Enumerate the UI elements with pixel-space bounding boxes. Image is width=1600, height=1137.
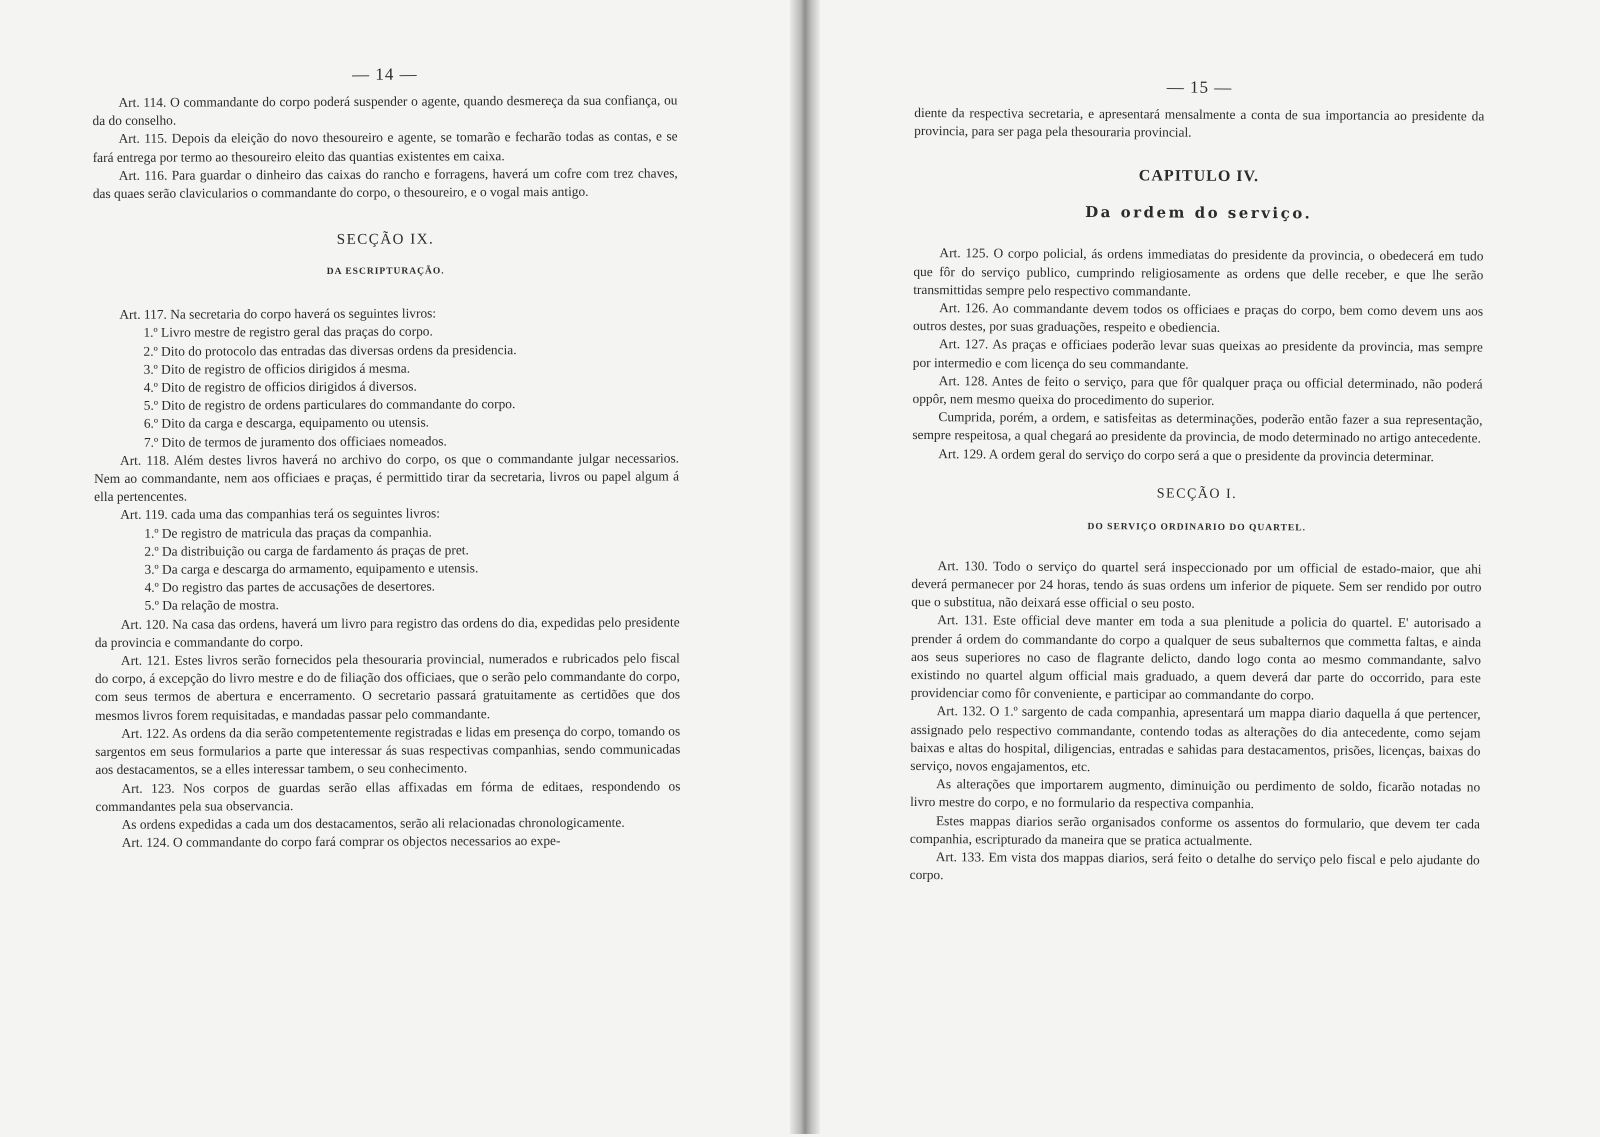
paragraph-art-130: Art. 130. Todo o serviço do quartel será inspeccionado por um official de estado-maior, que ahi deverá permanecer por 24 horas, tendo ás suas ordens um inferior de piquete. Sem ser rendido por outro que o substitua, não deixará esse official o seu posto. xyxy=(911,557,1482,611)
paragraph-art-132: Art. 132. O 1.º sargento de cada companhia, apresentará um mappa diario daquella á que pertencer, assignado pelo respectivo commandante, contendo todas as alterações do dia antecedente, como sejam baixas e altas do hospital, diligencias, entradas e sahidas para destacamentos, prisões, licenças, baixas do serviço, novos engajamentos, etc. xyxy=(910,703,1481,775)
page-number-left: — 14 — xyxy=(352,64,418,84)
section-title-ix: SECÇÃO IX. xyxy=(336,231,435,249)
paragraph-art-123: Art. 123. Nos corpos de guardas serão ellas affixadas em fórma de editaes, respondendo os commandantes pela sua observancia. xyxy=(95,777,681,814)
paragraph-art-125: Art. 125. O corpo policial, ás ordens immediatas do presidente da provincia, o obedecerá em tudo que fôr do serviço publico, cumprindo religiosamente as ordens que delle receber, e que lhe serão transmittidas sempre pelo respectivo commandante. xyxy=(913,245,1484,299)
list-item-art-117: 4.º Dito de registro de officios dirigidos á diversos. xyxy=(143,378,417,395)
paragraph-art-133: Art. 133. Em vista dos mappas diarios, será feito o detalhe do serviço pelo fiscal e pelo ajudante do corpo. xyxy=(909,849,1480,883)
section-title-i: SECÇÃO I. xyxy=(1156,486,1238,502)
paragraph-art-127: Art. 127. As praças e officiaes poderão levar suas queixas ao presidente da provincia, mas sempre por intermedio e com licença do seu commandante. xyxy=(912,336,1483,372)
list-item-art-117: 7.º Dito de termos de juramento dos officiaes nomeados. xyxy=(143,433,447,450)
list-item-art-117: 3.º Dito de registro de officios dirigidos á mesma. xyxy=(143,360,411,377)
list-item-art-117: 6.º Dito da carga e descarga, equipamento ou utensis. xyxy=(143,414,430,432)
list-item-art-119: 4.º Do registro das partes de accusações de desertores. xyxy=(144,578,436,596)
right-page xyxy=(908,0,1485,1137)
paragraph-art-116: Art. 116. Para guardar o dinheiro das caixas do rancho e forragens, haverá um cofre com trez chaves, das quaes serão clavicularios o commandante do corpo, o thesoureiro, e o vogal mais antigo. xyxy=(92,165,678,202)
list-item-art-117: 5.º Dito de registro de ordens particulares do commandante do corpo. xyxy=(143,396,516,414)
paragraph-art-117: Art. 117. Na secretaria do corpo haverá os seguintes livros: xyxy=(119,305,437,323)
paragraph-art-115: Art. 115. Depois da eleição do novo thesoureiro e agente, se tomarão e fecharão todas as contas, e se fará entrega por termo ao thesoureiro eleito das quantias existentes em caixa. xyxy=(92,128,678,165)
list-item-art-117: 1.º Livro mestre de registro geral das praças do corpo. xyxy=(143,323,433,341)
left-page xyxy=(92,0,682,1134)
paragraph-art-128-cont: Cumprida, porém, a ordem, e satisfeitas as determinações, poderão então fazer a sua representação, sempre respeitosa, a qual chegará ao presidente da provincia, de modo determinado no artigo antecedente. xyxy=(912,409,1483,446)
chapter-title-iv: CAPITULO IV. xyxy=(1138,167,1260,186)
paragraph-art-124: Art. 124. O commandante do corpo fará comprar os objectos necessarios ao expe- xyxy=(121,833,561,850)
paragraph-art-114: Art. 114. O commandante do corpo poderá suspender o agente, quando desmereça da sua confiança, ou da do conselho. xyxy=(92,92,678,129)
paragraph-art-126: Art. 126. Ao commandante devem todos os officiaes e praças do corpo, bem como devem uns aos outros destes, por suas graduações, respeito e obediencia. xyxy=(912,300,1484,336)
section-subtitle-escripturacao: DA ESCRIPTURAÇÃO. xyxy=(326,266,445,278)
list-item-art-119: 3.º Da carga e descarga do armamento, equipamento e utensis. xyxy=(144,560,479,577)
list-item-art-119: 5.º Da relação de mostra. xyxy=(144,597,279,614)
paragraph-art-122: Art. 122. As ordens da dia serão competentemente registradas e lidas em presença do corpo, tomando os sargentos em seus formularios a parte que interessar ás suas respectivas companhias, sendo communicadas aos destacamentos, se a elles interessar tambem, o seu conhecimento. xyxy=(95,723,681,778)
paragraph-art-118: Art. 118. Além destes livros haverá no archivo do corpo, os que o commandante julgar necessarios. Nem ao commandante, nem aos officiaes e praças, é permittido tirar da secretaria, livros ou papel algum á ella pertencentes. xyxy=(94,450,680,505)
chapter-subtitle: Da ordem do serviço. xyxy=(1085,203,1313,223)
list-item-art-119: 1.º De registro de matricula das praças da companhia. xyxy=(144,524,432,541)
paragraph-art-119: Art. 119. cada uma das companhias terá os seguintes livros: xyxy=(120,505,440,523)
list-item-art-119: 2.º Da distribuição ou carga de fardamento ás praças de pret. xyxy=(144,542,469,559)
paragraph-art-121: Art. 121. Estes livros serão fornecidos pela thesouraria provincial, numerados e rubricados pelo fiscal do corpo, á excepção do livro mestre e do de filiação dos officiaes, que o serão pelo commandante do corpo, com seus termos de abertura e encerramento. O secretario passará gratuitamente as certidões que dos mesmos livros forem requisitadas, e mandadas passar pelo commandante. xyxy=(94,650,681,723)
section-subtitle-servico: DO SERVIÇO ORDINARIO DO QUARTEL. xyxy=(1087,521,1307,534)
paragraph-art-120: Art. 120. Na casa das ordens, haverá um livro para registro das ordens do dia, expedidas pelo presidente da provincia e commandante do corpo. xyxy=(94,614,680,650)
book-gutter xyxy=(790,0,820,1134)
paragraph-art-131: Art. 131. Este official deve manter em toda a sua plenitude a policia do quartel. E' autorisado a prender á ordem do commandante do corpo a qualquer de seus subalternos que commetta faltas, e ainda aos seus superiores no caso de flagrante delicto, dando logo conta ao mesmo commandante, salvo existindo no quartel algum official mais graduado, a quem deverá dar parte do occorrido, para este providenciar como fôr conveniente, e participar ao commandante do corpo. xyxy=(910,612,1482,703)
paragraph-art-132-alteracoes: As alterações que importarem augmento, diminuição ou perdimento de soldo, ficarão notadas no livro mestre do corpo, e no formulario da respectiva companhia. xyxy=(910,776,1481,812)
paragraph-art-124-cont: diente da respectiva secretaria, e apresentará mensalmente a conta de sua importancia ao presidente da provincia, para ser paga pela thesouraria provincial. xyxy=(914,104,1485,140)
paragraph-art-123-cont: As ordens expedidas a cada um dos destacamentos, serão ali relacionadas chronologicamente. xyxy=(121,814,625,832)
paragraph-art-128: Art. 128. Antes de feito o serviço, para que fôr qualquer praça ou official determinado, não poderá oppôr, nem mesmo queixa do procedimento do superior. xyxy=(912,372,1483,408)
paragraph-art-129: Art. 129. A ordem geral do serviço do corpo será a que o presidente da provincia determinar. xyxy=(938,445,1434,464)
page-number-right: — 15 — xyxy=(1166,77,1233,97)
paragraph-art-132-mappas: Estes mappas diarios serão organisados conforme os assentos do formulario, que devem ter cada companhia, escripturado da maneira que se pratica actualmente. xyxy=(909,812,1481,848)
list-item-art-117: 2.º Dito do protocolo das entradas das diversas ordens da presidencia. xyxy=(143,341,517,359)
